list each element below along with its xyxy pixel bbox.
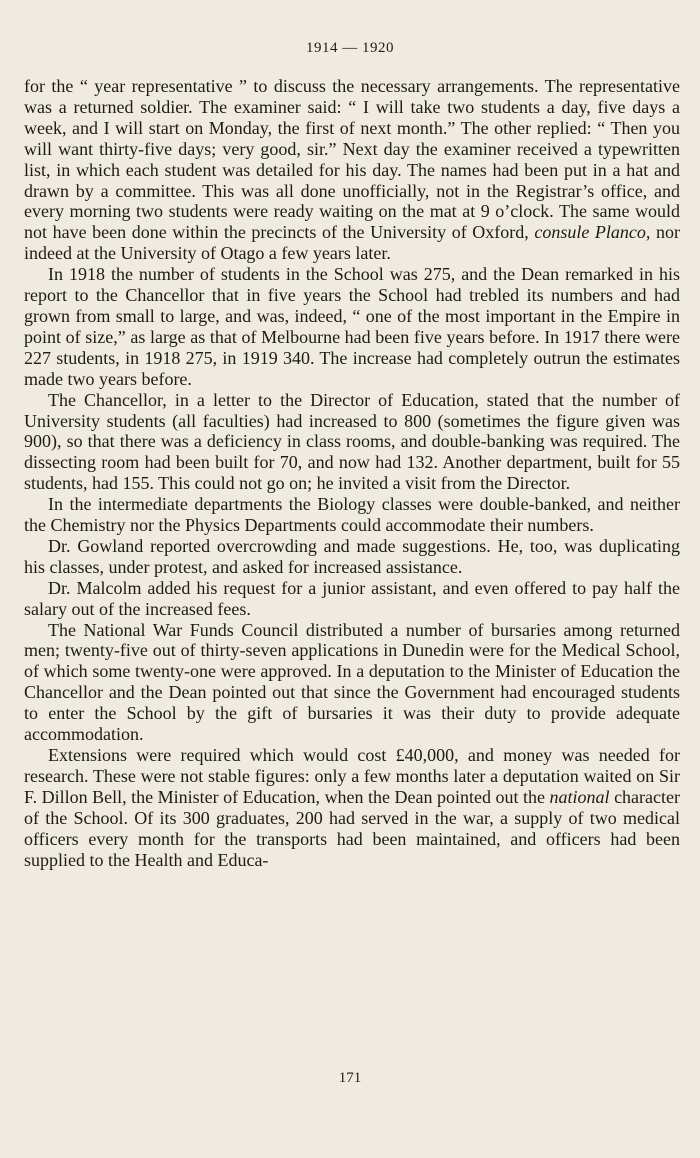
paragraph-2: In 1918 the number of students in the School was 275, and the Dean remarked in his report to the Chancellor that in five years the School had trebled its numbers and had grown from small to large, and was, indeed, “ one of the most important in the Empire in point of size,” as large as that of Melbourne had been five years before. In 1917 there were 227 students, in 1918 275, in 1919 340. The increase had completely outrun the estimates made two years before. (24, 264, 680, 389)
paragraph-6: Dr. Malcolm added his request for a junior assistant, and even offered to pay half the salary out of the increased fees. (24, 577, 680, 619)
page-number: 171 (338, 1070, 362, 1086)
paragraph-3: The Chancellor, in a letter to the Director of Education, stated that the number of University students (all faculties) had increased to 800 (sometimes the figure given was 900), so that there was a deficiency in class rooms, and double-banking was required. The dissecting room had been built for 70, and now had 132. Another department, built for 55 students, had 155. This could not go on; he invited a visit from the Director. (24, 389, 680, 494)
paragraph-1 (24, 76, 680, 264)
paragraph-1-italic: consule Planco, (534, 222, 651, 243)
paragraph-1-after: nor indeed at the University of Otago a few years later. (24, 222, 680, 264)
paragraph-1-text: for the “ year representative ” to discuss the necessary arrangements. The representative was a returned soldier. The examiner said: “ I will take two students a day, five days a week, and I will start on Monday, the first of next month.” The other replied: “ Then you will want thirty-five days; very good, sir.” Next day the examiner received a typewritten list, in which each student was detailed for his day. The names had been put in a hat and drawn by a committee. This was all done unofficially, not in the Registrar’s office, and every morning two students were ready waiting on the mat at 9 o’clock. The same would not have been done within the precincts of the University of Oxford, (24, 76, 680, 243)
paragraph-5: Dr. Gowland reported overcrowding and made suggestions. He, too, was duplicating his classes, under protest, and asked for increased assistance. (24, 535, 680, 577)
running-head: 1914 — 1920 (306, 40, 394, 56)
paragraph-8-text: Extensions were required which would cost £40,000, and money was needed for research. These were not stable figures: only a few months later a deputation waited on Sir F. Dillon Bell, the Minister of Education, when the Dean pointed out the (24, 745, 680, 807)
paragraph-8-italic: national (549, 786, 610, 807)
paragraph-7: The National War Funds Council distributed a number of bursaries among returned men; twenty-five out of thirty-seven applications in Dunedin were for the Medical School, of which some twenty-one were approved. In a deputation to the Minister of Education the Chancellor and the Dean pointed out that since the Government had encouraged students to enter the School by the gift of bursaries it was their duty to provide adequate accommodation. (24, 619, 680, 745)
paragraph-4: In the intermediate departments the Biology classes were double-banked, and neither the Chemistry nor the Physics Departments could accommodate their numbers. (24, 494, 680, 536)
paragraph-8-after: character of the School. Of its 300 graduates, 200 had served in the war, a supply of two medical officers every month for the transports had been maintained, and officers had been supplied to the Health and Educa- (24, 786, 681, 870)
body-text (24, 76, 680, 870)
paragraph-8 (24, 745, 680, 870)
